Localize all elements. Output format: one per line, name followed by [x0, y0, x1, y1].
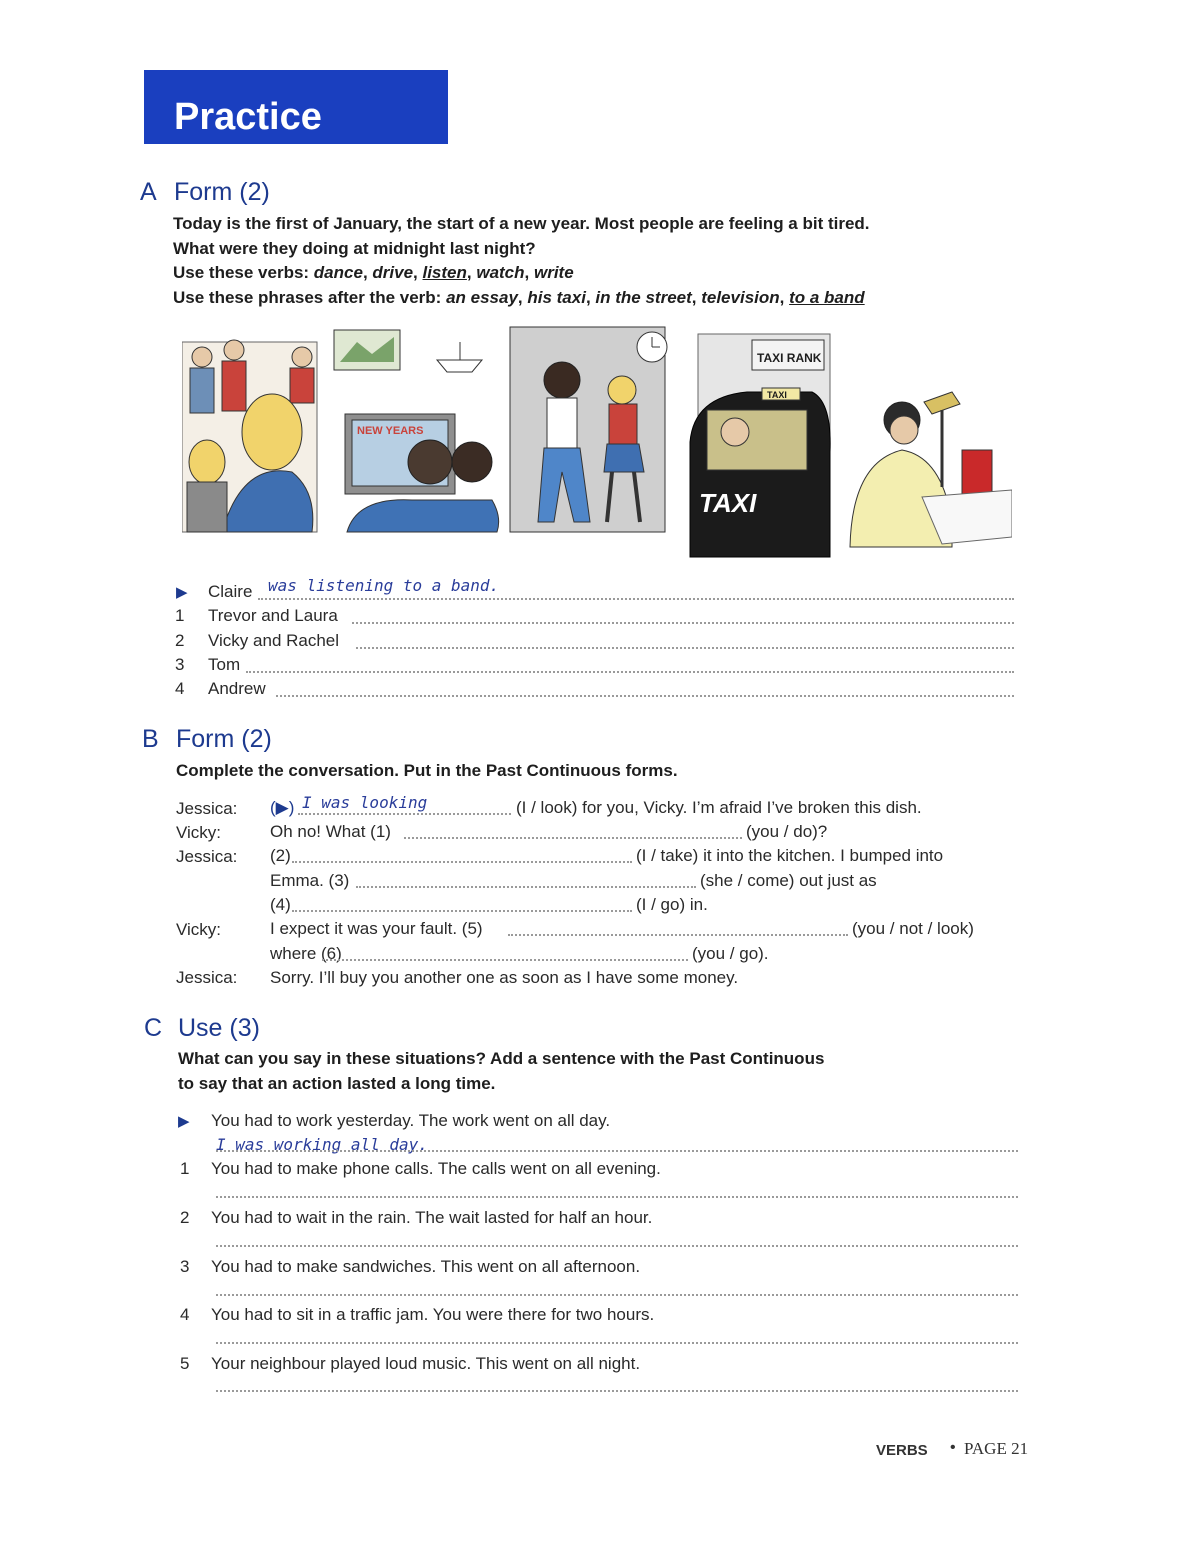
section-b-heading [142, 727, 272, 752]
phrase-3: television [701, 287, 780, 307]
b-line-3-pre: (2) [270, 846, 291, 865]
b-blank-3[interactable] [356, 886, 696, 888]
taxi-roof-sign: TAXI [767, 390, 787, 400]
writing-panel-illustration [850, 392, 1012, 547]
verb-4: write [533, 263, 574, 282]
section-a-instructions [173, 212, 870, 310]
c-example-answer: I was working all day. [216, 1135, 428, 1154]
section-c-heading [144, 1016, 260, 1041]
b-blank-1[interactable] [404, 837, 742, 839]
item-4-name: Andrew [208, 679, 266, 698]
c-item-5-text: Your neighbour played loud music. This went on all night. [211, 1354, 641, 1373]
taxi-rank-sign: TAXI RANK [757, 351, 822, 365]
b-line-8: Sorry. I’ll buy you another one as soon as I have some money. [270, 968, 739, 987]
band-panel-illustration [182, 340, 317, 532]
c-item-4-number: 4 [180, 1305, 190, 1324]
footer-section: VERBS [876, 1442, 928, 1459]
section-a-heading [140, 180, 270, 205]
b-line-7-post: (you / go). [692, 944, 769, 963]
example-answer: was listening to a band. [268, 576, 500, 595]
section-a-instr-2: What were they doing at midnight last night? [173, 238, 536, 258]
b-line-4-post: (she / come) out just as [700, 871, 877, 890]
section-c-instructions [178, 1047, 824, 1096]
speaker-4: Vicky: [176, 920, 222, 939]
b-example-answer: I was looking [302, 793, 428, 812]
b-blank-6[interactable] [322, 959, 688, 961]
section-a-letter: A [140, 178, 157, 206]
item-2-answer-line[interactable] [356, 647, 1014, 649]
example-name: Claire [208, 582, 253, 601]
verb-3: watch [476, 263, 525, 282]
taxi-door-text: TAXI [699, 488, 757, 518]
item-1-number: 1 [175, 606, 185, 625]
example-marker: ▶ [176, 584, 188, 601]
section-b-title: Form (2) [176, 725, 272, 753]
section-c-instr-1: What can you say in these situations? Add a sentence with the Past Continuous [178, 1049, 825, 1068]
phrases-prefix: Use these phrases after the verb: [173, 287, 447, 307]
b-blank-5[interactable] [508, 934, 848, 936]
b-blank-2[interactable] [292, 861, 632, 863]
b-line-5-pre: (4) [270, 895, 291, 914]
c-item-3-answer-line[interactable] [216, 1294, 1018, 1296]
item-1-answer-line[interactable] [352, 622, 1014, 624]
b-line-7-pre: where (6) [270, 944, 342, 963]
speaker-5: Jessica: [176, 968, 238, 987]
b-line-6-pre: I expect it was your fault. (5) [270, 919, 483, 938]
banner-title: Practice [174, 96, 322, 138]
c-item-2-text: You had to wait in the rain. The wait lasted for half an hour. [211, 1208, 653, 1227]
verb-0: dance [313, 263, 363, 282]
phrase-2: in the street [595, 287, 692, 307]
item-4-answer-line[interactable] [276, 695, 1014, 697]
verb-2: listen [422, 263, 467, 282]
item-2-number: 2 [175, 631, 185, 650]
c-example-marker: ▶ [178, 1113, 190, 1130]
c-item-4-answer-line[interactable] [216, 1342, 1018, 1344]
b-line-6-post: (you / not / look) [852, 919, 974, 938]
verbs-prefix: Use these verbs: [173, 263, 314, 282]
section-a-verbs-line: Use these verbs: dance, drive, listen, watch, write [173, 263, 574, 282]
c-item-2-answer-line[interactable] [216, 1245, 1018, 1247]
item-3-answer-line[interactable] [246, 671, 1014, 673]
c-item-3-number: 3 [180, 1257, 190, 1276]
footer-bullet: • [950, 1439, 956, 1456]
b-line-5-post: (I / go) in. [636, 895, 708, 914]
item-4-number: 4 [175, 679, 185, 698]
c-item-1-answer-line[interactable] [216, 1196, 1018, 1198]
b-line-2-post: (you / do)? [746, 822, 828, 841]
practice-banner [144, 70, 448, 144]
taxi-panel-illustration [690, 334, 830, 557]
b-line-2-pre: Oh no! What (1) [270, 822, 391, 841]
section-a-title: Form (2) [174, 178, 270, 206]
speaker-3: Jessica: [176, 847, 238, 866]
phrase-0: an essay [446, 287, 518, 307]
c-item-2-number: 2 [180, 1208, 190, 1227]
illustration-strip [182, 322, 1012, 562]
c-item-3-text: You had to make sandwiches. This went on all afternoon. [211, 1257, 641, 1276]
section-a-phrases-line: Use these phrases after the verb: an essay, his taxi, in the street, television, to a band [173, 287, 865, 307]
phrase-4: to a band [789, 287, 865, 307]
dance-panel-illustration [510, 327, 667, 532]
phrase-1: his taxi [527, 287, 586, 307]
section-c-instr-2: to say that an action lasted a long time. [178, 1073, 496, 1093]
b-line-4-pre: Emma. (3) [270, 871, 350, 890]
section-b-instruction: Complete the conversation. Put in the Past Continuous forms. [176, 761, 678, 780]
section-c-letter: C [144, 1014, 163, 1042]
b-line-1-text: (I / look) for you, Vicky. I’m afraid I’ve broken this dish. [516, 798, 922, 817]
b-blank-4[interactable] [292, 910, 632, 912]
c-item-1-text: You had to make phone calls. The calls went on all evening. [211, 1159, 661, 1178]
speaker-2: Vicky: [176, 823, 222, 842]
c-example-text: You had to work yesterday. The work went on all day. [211, 1111, 611, 1130]
item-3-name: Tom [208, 655, 241, 674]
footer-page: PAGE 21 [964, 1439, 1029, 1458]
speaker-1: Jessica: [176, 799, 238, 818]
item-3-number: 3 [175, 655, 185, 674]
c-item-5-number: 5 [180, 1354, 190, 1373]
item-1-name: Trevor and Laura [208, 606, 338, 625]
tv-panel-illustration [334, 330, 499, 532]
item-2-name: Vicky and Rachel [208, 631, 340, 650]
section-c-title: Use (3) [178, 1014, 260, 1042]
section-a-instr-1: Today is the first of January, the start of a new year. Most people are feeling a bit tired. [173, 214, 870, 233]
example-answer-line[interactable] [258, 598, 1014, 600]
c-item-5-answer-line[interactable] [216, 1390, 1018, 1392]
section-b-letter: B [142, 725, 159, 753]
tv-banner-text: NEW YEARS [357, 425, 424, 437]
c-item-4-text: You had to sit in a traffic jam. You were there for two hours. [211, 1305, 655, 1324]
b-line-3-post: (I / take) it into the kitchen. I bumped into [636, 846, 944, 865]
verb-1: drive [372, 263, 414, 282]
c-example-answer-line[interactable] [216, 1150, 1018, 1152]
b-example-blank[interactable] [298, 813, 511, 815]
b-line-1-marker: (▶) [270, 798, 295, 817]
c-item-1-number: 1 [180, 1159, 190, 1178]
